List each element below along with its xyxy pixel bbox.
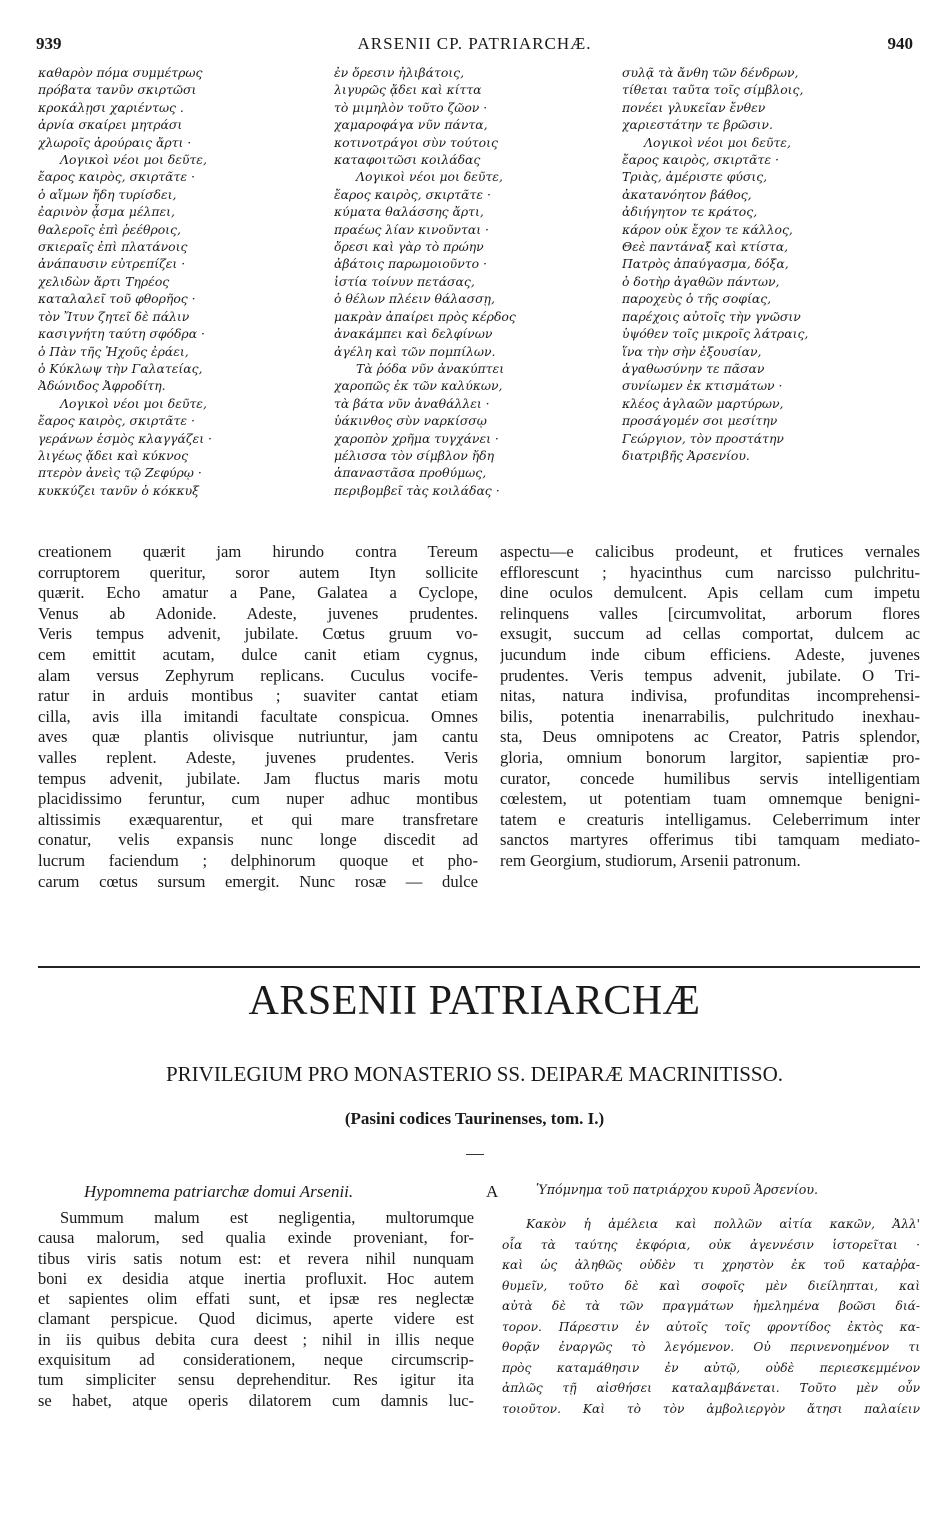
text-line: relinquens valles [circumvolitat, arborum flores bbox=[500, 603, 920, 623]
verse-line: γεράνων ἑσμὸς κλαγγάζει · bbox=[38, 430, 212, 446]
verse-line: ὄρεσι καὶ γὰρ τὸ πρώην bbox=[334, 239, 484, 255]
text-line: τοιοῦτον. Καὶ τὸ τὸν ἀμβολιεργὸν ἄτησι παλαίειν bbox=[502, 1401, 920, 1416]
text-line: καὶ ὡς ἀληθῶς οὐδὲν τι χρηστὸν ἐκ τοῦ καταῤῥα- bbox=[502, 1258, 920, 1272]
verse-line: προσάγομέν σοι μεσίτην bbox=[622, 413, 778, 429]
verse-line: κασιγνήτη ταύτη σφόδρα · bbox=[38, 326, 205, 342]
verse-line: ὑάκινθος σὺν ναρκίσσῳ bbox=[334, 413, 487, 429]
text-line: sanctos martyres offerimus tibi tamquam mediato- bbox=[500, 830, 920, 850]
verse-line: χελιδὼν ἄρτι Τηρέος bbox=[38, 273, 170, 289]
text-line: cœlestem, ut potentiam tuam omnemque benigni- bbox=[500, 789, 920, 809]
greek-text-column bbox=[502, 1214, 920, 1419]
text-line: et sapientes olim effati sunt, et ipsæ res neglectæ bbox=[38, 1289, 474, 1309]
verse-line: παροχεὺς ὁ τῆς σοφίας, bbox=[622, 291, 772, 307]
verse-line: Ἀδώνιδος Ἀφροδίτη. bbox=[38, 378, 166, 394]
text-line: bilis, potentia inenarrabilis, pulchritudo inexhau- bbox=[500, 706, 920, 726]
refrain-line: Λογικοὶ νέοι μοι δεῦτε, bbox=[60, 395, 207, 411]
verse-line: ἀπαναστᾶσα προθύμως, bbox=[334, 465, 487, 481]
verse-line: ὁ θέλων πλέειν θάλασσῃ, bbox=[334, 291, 495, 307]
verse-line: ἀνάπαυσιν εὐτρεπίζει · bbox=[38, 256, 186, 272]
verse-line: ἀνακάμπει καὶ δελφίνων bbox=[334, 326, 493, 342]
verse-line: καθαρὸν πόμα συμμέτρως bbox=[38, 65, 203, 80]
section-title: ARSENII PATRIARCHÆ bbox=[248, 978, 701, 1024]
verse-line: ἱστία τοίνυν πετάσας, bbox=[334, 273, 475, 289]
text-line: θυμεῖν, τοῦτο δὲ καὶ σοφοῖς μὲν διείληπται, καὶ bbox=[502, 1278, 920, 1293]
verse-line: κλέος ἀγλαῶν μαρτύρων, bbox=[622, 395, 784, 411]
verse-line: ὁ δοτὴρ ἀγαθῶν πάντων, bbox=[622, 273, 780, 289]
text-line: curator, concede humilibus servis intelligentiam bbox=[500, 768, 920, 788]
page-number-right: 940 bbox=[887, 34, 913, 53]
verse-line: Πατρὸς ἀπαύγασμα, δόξα, bbox=[622, 256, 789, 272]
verse-line: διατριβῆς Ἀρσενίου. bbox=[622, 447, 750, 463]
text-line: clamant perspicue. Quod dicimus, aperte videre est bbox=[38, 1309, 474, 1329]
verse-line: τὸ μιμηλὸν τοῦτο ζῶον · bbox=[334, 99, 488, 115]
text-line: dine oculos demulcent. Apis cellam cum impetu bbox=[500, 583, 920, 603]
text-line: se habet, atque operis dilatorem cum damnis luc- bbox=[38, 1390, 474, 1410]
verse-line: τίθεται ταῦτα τοῖς σίμβλοις, bbox=[622, 82, 804, 98]
text-line: aspectu—e calicibus prodeunt, et frutices vernales bbox=[500, 542, 920, 561]
verse-line: τὸν Ἴτυν ζητεῖ δὲ πάλιν bbox=[38, 308, 190, 324]
text-line: οἷα τὰ ταύτης ἐκφόρια, οὐκ ἀγεννέσιν ἱστορεῖται · bbox=[502, 1237, 920, 1252]
greek-verse-column-1 bbox=[38, 64, 313, 499]
text-line: boni ex desidia atque inertia profluxit. Hoc autem bbox=[38, 1268, 474, 1288]
verse-line: ἀκατανόητον βάθος, bbox=[622, 186, 752, 202]
text-line: Veris tempus advenit, jubilate. Cœtus gruum vo- bbox=[38, 624, 478, 644]
text-line: Κακὸν ἡ ἀμέλεια καὶ πολλῶν αἰτία κακῶν, Ἀλλ' bbox=[526, 1217, 920, 1231]
verse-line: ἐν ὄρεσιν ἠλιβάτοις, bbox=[334, 65, 465, 80]
short-rule bbox=[466, 1154, 484, 1155]
refrain-line: Λογικοὶ νέοι μοι δεῦτε, bbox=[644, 134, 791, 150]
verse-line: λιγυρῶς ᾄδει καὶ κίττα bbox=[334, 82, 482, 98]
verse-line: Γεώργιον, τὸν προστάτην bbox=[622, 430, 784, 446]
text-line: causa malorum, sed qualia exinde proveniant, for- bbox=[38, 1228, 474, 1248]
running-title: ARSENII CP. PATRIARCHÆ. bbox=[357, 34, 592, 53]
verse-line: κυκκύζει τανῦν ὁ κόκκυξ bbox=[38, 482, 199, 498]
text-line: altissimis exæquarentur, et qui mare transfretare bbox=[38, 809, 478, 829]
latin-translation-column-2 bbox=[500, 542, 920, 872]
verse-line: ἔαρος καιρὸς, σκιρτᾶτε · bbox=[622, 152, 779, 168]
text-line: rem Georgium, studiorum, Arsenii patronum. bbox=[500, 850, 801, 870]
text-line: aves quæ plantis olivisque nutriuntur, jam cantu bbox=[38, 727, 478, 747]
text-line: creationem quærit jam hirundo contra Tereum bbox=[38, 542, 478, 561]
verse-line: περιβομβεῖ τὰς κοιλάδας · bbox=[334, 482, 500, 498]
text-line: carum cœtus sursum emergit. Nunc rosæ — dulce bbox=[38, 871, 478, 891]
text-line: πρὸς καταμάθησιν ἐν αὐτῷ, οὐδὲ περιεσκεμμένον bbox=[502, 1360, 920, 1375]
text-line: tatem e creaturis intelligamus. Celeberrimum inter bbox=[500, 809, 920, 829]
text-line: tibus viris satis notum est: et revera nihil nunquam bbox=[38, 1248, 474, 1268]
latin-text-column bbox=[38, 1208, 474, 1411]
refrain-line: Τὰ ῥόδα νῦν ἀνακύπτει bbox=[356, 360, 505, 376]
verse-line: κύματα θαλάσσης ἄρτι, bbox=[334, 204, 484, 220]
verse-line: θαλεροῖς ἐπὶ ῥεέθροις, bbox=[38, 221, 181, 237]
text-line: θορᾷν ἐναργῶς τὸ λεγόμενον. Οὐ περινενοημένον τι bbox=[502, 1340, 920, 1354]
verse-line: Τριὰς, ἀμέριστε φύσις, bbox=[622, 169, 768, 185]
verse-line: ἀρνία σκαίρει μητράσι bbox=[38, 117, 183, 133]
text-line: gloria, omnium bonorum largitor, sapientiæ pro- bbox=[500, 747, 920, 767]
verse-line: ἔαρος καιρὸς, σκιρτᾶτε · bbox=[38, 413, 195, 429]
verse-line: καταφοιτῶσι κοιλάδας bbox=[334, 152, 481, 168]
text-line: Venus ab Adonide. Adeste, juvenes prudentes. bbox=[38, 603, 478, 623]
verse-line: λιγέως ᾄδει καὶ κύκνος bbox=[38, 447, 189, 463]
verse-line: ἔαρος καιρὸς, σκιρτᾶτε · bbox=[334, 186, 491, 202]
text-line: exsugit, succum ad cellas comportat, dulcem ac bbox=[500, 624, 920, 644]
verse-line: ἵνα τὴν σὴν ἐξουσίαν, bbox=[622, 343, 762, 359]
verse-line: Θεὲ παντάναξ καὶ κτίστα, bbox=[622, 239, 789, 255]
verse-line: χλωροῖς ἀρούραις ἄρτι · bbox=[38, 134, 192, 150]
section-divider bbox=[38, 966, 920, 968]
verse-line: ὁ αἵμων ἤδη τυρίσδει, bbox=[38, 186, 177, 202]
greek-verse-column-2 bbox=[334, 64, 619, 499]
text-line: sta, Deus omnipotens ac Creator, Patris splendor, bbox=[500, 727, 920, 747]
latin-heading: Hypomnema patriarchæ domui Arsenii. bbox=[84, 1182, 354, 1201]
verse-line: κροκάλῃσι χαριέντως . bbox=[38, 99, 184, 115]
text-line: αὐτὰ δὲ τὰ τῶν πραγμάτων ἠμελημένα βοῶσι διά- bbox=[502, 1299, 920, 1313]
section-subtitle: PRIVILEGIUM PRO MONASTERIO SS. DEIPARÆ MACRINITISSO. bbox=[165, 1062, 784, 1086]
text-line: cilla, avis illa imitandi facultate conspicua. Omnes bbox=[38, 706, 478, 726]
verse-line: ὑψόθεν τοῖς μικροῖς λάτραις, bbox=[622, 326, 809, 342]
text-line: tempus advenit, jubilate. Jam fluctus maris motu bbox=[38, 768, 478, 788]
verse-line: ὁ Πὰν τῆς Ἠχοῦς ἐράει, bbox=[38, 343, 189, 359]
text-line: prudentes. Veris tempus advenit, jubilate. O Tri- bbox=[500, 665, 920, 685]
verse-line: ἀβάτοις παρωμοιοῦντο · bbox=[334, 256, 487, 272]
verse-line: παρέχοις αὐτοῖς τὴν γνῶσιν bbox=[622, 308, 801, 324]
greek-verse-column-3 bbox=[622, 64, 922, 464]
source-note: (Pasini codices Taurinenses, tom. I.) bbox=[344, 1109, 605, 1128]
text-line: exquisitum ad considerationem, neque circumscrip- bbox=[38, 1350, 474, 1370]
text-line: nitas, natura indivisa, profunditas incomprehensi- bbox=[500, 686, 920, 706]
latin-translation-column-1 bbox=[38, 542, 478, 892]
verse-line: μέλισσα τὸν σίμβλον ἤδη bbox=[334, 447, 495, 463]
text-line: valles replent. Adeste, juvenes prudentes. Veris bbox=[38, 747, 478, 767]
refrain-line: Λογικοὶ νέοι μοι δεῦτε, bbox=[356, 169, 503, 185]
refrain-line: Λογικοὶ νέοι μοι δεῦτε, bbox=[60, 152, 207, 168]
text-line: quærit. Echo amatur a Pane, Galatea a Cyclope, bbox=[38, 583, 478, 603]
text-line: in iis quibus debita cura deest ; nihil in illis neque bbox=[38, 1329, 474, 1349]
text-line: ἁπλῶς τῇ αἰσθήσει καταλαμβάνεται. Τοῦτο μὲν οὖν bbox=[502, 1381, 920, 1395]
verse-line: χαροπῶς ἐκ τῶν καλύκων, bbox=[334, 378, 503, 394]
page-number-left: 939 bbox=[36, 34, 62, 53]
verse-line: πτερὸν ἀνεὶς τῷ Ζεφύρῳ · bbox=[38, 465, 202, 481]
verse-line: συνίωμεν ἐκ κτισμάτων · bbox=[622, 378, 783, 394]
text-line: τορον. Πάρεστιν ἐν αὐτοῖς τοῖς φροντίδος ἐκτὸς κα- bbox=[502, 1319, 920, 1334]
text-line: cem emittit acutam, dulce canit etiam cygnus, bbox=[38, 644, 478, 664]
margin-marker: A bbox=[486, 1182, 499, 1201]
verse-line: κάρον οὐκ ἔχον τε κάλλος, bbox=[622, 221, 793, 237]
text-line: efflorescunt ; hyacinthus cum narcisso pulchritu- bbox=[500, 562, 920, 582]
text-line: jucundum inde cibum efficiens. Adeste, juvenes bbox=[500, 644, 920, 664]
text-line: placidissimo feruntur, cum nuper adhuc montibus bbox=[38, 789, 478, 809]
text-line: corruptorem queritur, soror autem Ityn sollicite bbox=[38, 562, 478, 582]
verse-line: χαριεστάτην τε βρῶσιν. bbox=[622, 117, 773, 133]
verse-line: ἀγέλη καὶ τῶν πομπίλων. bbox=[334, 343, 496, 359]
verse-line: ἐαρινὸν ᾆσμα μέλπει, bbox=[38, 204, 175, 220]
verse-line: ὁ Κύκλωψ τὴν Γαλατείας, bbox=[38, 360, 203, 376]
verse-line: πονέει γλυκεῖαν ἔνθεν bbox=[622, 99, 766, 115]
text-line: alam versus Zephyrum replicans. Cuculus vocife- bbox=[38, 665, 478, 685]
running-header bbox=[36, 34, 913, 56]
verse-line: χαροπὸν χρῆμα τυγχάνει · bbox=[334, 430, 499, 446]
verse-line: μακρὰν ἀπαίρει πρὸς κέρδος bbox=[334, 308, 516, 324]
verse-line: ἀδιήγητον τε κράτος, bbox=[622, 204, 758, 220]
text-line: ratur in arduis montibus ; suaviter cantat etiam bbox=[38, 686, 478, 706]
verse-line: καταλαλεῖ τοῦ φθορῆος · bbox=[38, 291, 196, 307]
text-line: lucrum faciendum ; delphinorum quoque et pho- bbox=[38, 850, 478, 870]
verse-line: πραέως λίαν κινοῦνται · bbox=[334, 221, 489, 237]
verse-line: τὰ βάτα νῦν ἀναθάλλει · bbox=[334, 395, 490, 411]
verse-line: ἀγαθωσύνην τε πᾶσαν bbox=[622, 360, 765, 376]
verse-line: ἔαρος καιρὸς, σκιρτᾶτε · bbox=[38, 169, 195, 185]
verse-line: κοτινοτράγοι σὺν τούτοις bbox=[334, 134, 498, 150]
greek-heading: Ὑπόμνημα τοῦ πατριάρχου κυροῦ Ἀρσενίου. bbox=[536, 1182, 818, 1197]
verse-line: σκιεραῖς ἐπὶ πλατάνοις bbox=[38, 239, 188, 255]
text-line: conatur, velis expansis nunc longe discedit ad bbox=[38, 830, 478, 850]
verse-line: πρόβατα τανῦν σκιρτῶσι bbox=[38, 82, 197, 98]
text-line: tum simpliciter sensu deprehenditur. Res igitur ita bbox=[38, 1370, 474, 1390]
text-line: Summum malum est negligentia, multorumque bbox=[60, 1208, 474, 1227]
verse-line: συλᾷ τὰ ἄνθη τῶν δένδρων, bbox=[622, 65, 799, 80]
verse-line: χαμαροφάγα νῦν πάντα, bbox=[334, 117, 488, 133]
